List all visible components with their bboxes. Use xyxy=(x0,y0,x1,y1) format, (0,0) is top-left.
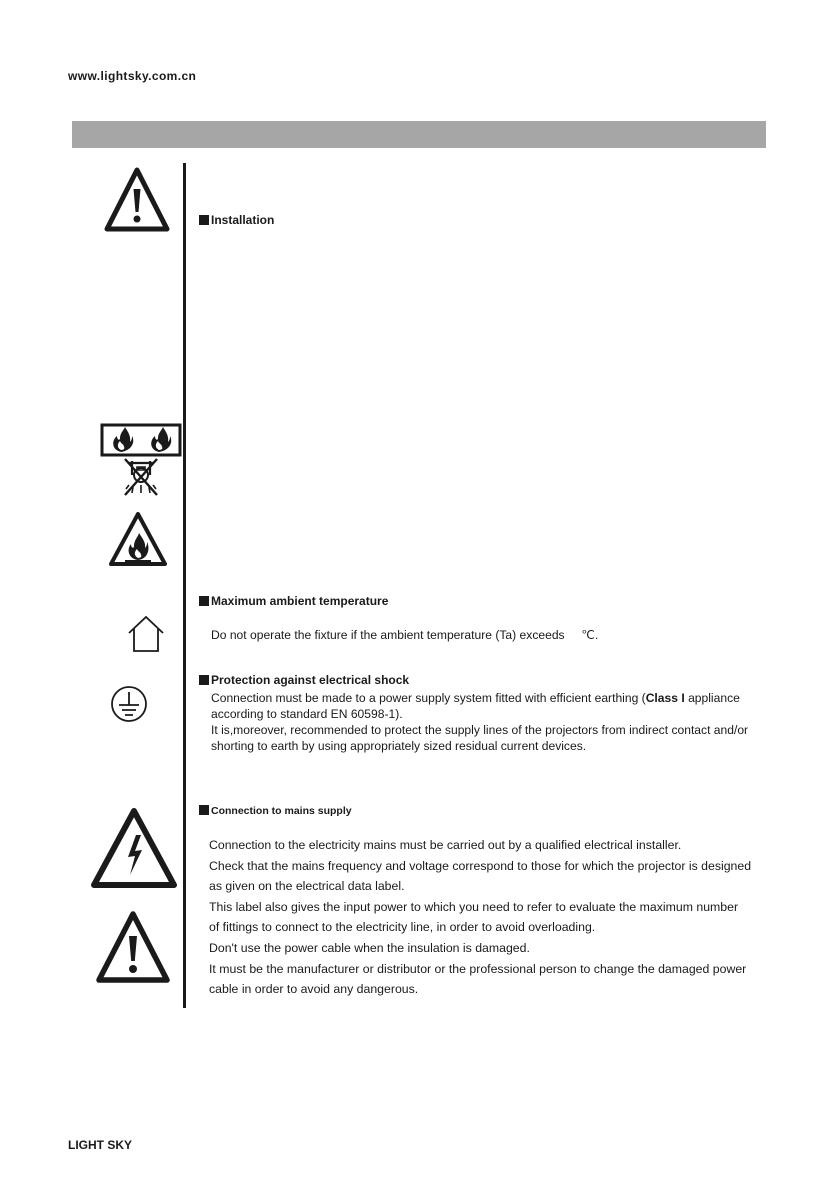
bullet-square xyxy=(199,805,209,815)
shock-line-1: Connection must be made to a power supply system fitted with efficient earthing (Class I appliance xyxy=(211,691,740,705)
shock-line-4: shorting to earth by using appropriately sized residual current devices. xyxy=(211,739,587,753)
warning-icon xyxy=(94,908,172,986)
mains-line: Check that the mains frequency and voltage correspond to those for which the projector is designed xyxy=(209,858,752,873)
website-url: www.lightsky.com.cn xyxy=(68,69,197,83)
earth-ground-icon xyxy=(109,684,149,724)
mains-line: This label also gives the input power to which you need to refer to evaluate the maximum number xyxy=(209,899,739,914)
shock-heading: Protection against electrical shock xyxy=(199,673,409,687)
margin-rule xyxy=(183,163,186,1008)
section-header-bar xyxy=(72,121,766,148)
mains-line: Don't use the power cable when the insulation is damaged. xyxy=(209,940,530,955)
shock-line-2: according to standard EN 60598-1). xyxy=(211,707,403,721)
high-voltage-icon xyxy=(88,805,180,891)
warning-icon xyxy=(103,165,171,235)
footer-brand: LIGHT SKY xyxy=(68,1138,133,1152)
mains-heading: Connection to mains supply xyxy=(199,805,352,817)
shock-paragraph xyxy=(211,690,748,754)
mains-paragraph xyxy=(209,835,751,1000)
temperature-heading: Maximum ambient temperature xyxy=(199,594,388,608)
bullet-square xyxy=(199,215,209,225)
mains-line: of fittings to connect to the electricity line, in order to avoid overloading. xyxy=(209,920,596,935)
indoor-use-icon xyxy=(126,614,166,654)
shock-line-3: It is,moreover, recommended to protect the supply lines of the projectors from indirect contact and/or xyxy=(211,723,749,737)
mains-line: Connection to the electricity mains must be carried out by a qualified electrical installer. xyxy=(209,838,682,852)
mains-line: It must be the manufacturer or distributor or the professional person to change the damaged power xyxy=(209,961,747,976)
bullet-square xyxy=(199,675,209,685)
installation-heading: Installation xyxy=(199,213,274,227)
temperature-text: Do not operate the fixture if the ambient temperature (Ta) exceeds ℃. xyxy=(211,628,599,642)
flammable-surface-icon xyxy=(99,423,183,499)
mains-line: cable in order to avoid any dangerous. xyxy=(209,982,419,997)
bullet-square xyxy=(199,596,209,606)
fire-hazard-icon xyxy=(107,510,169,568)
mains-line: as given on the electrical data label. xyxy=(209,879,405,894)
